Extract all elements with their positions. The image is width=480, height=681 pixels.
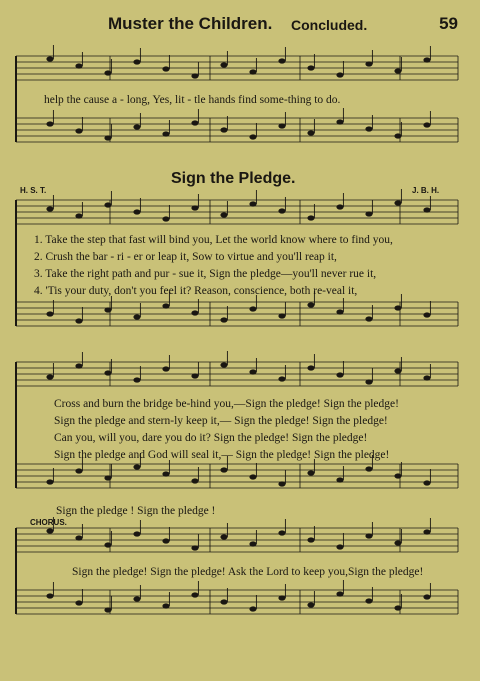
note-head [394,368,401,373]
note-head [249,69,256,74]
note-head [249,134,256,139]
note-head [220,212,227,217]
composer-credit: J. B. H. [412,186,440,195]
note-head [191,120,198,125]
note-head [46,121,53,126]
note-head [336,477,343,482]
note-head [423,480,430,485]
note-head [162,471,169,476]
note-head [133,377,140,382]
chorus-lyric: Sign the pledge! Sign the pledge! Ask the Lord to keep you,Sign the pledge! [72,566,424,578]
note-head [278,376,285,381]
note-head [307,470,314,475]
note-head [336,204,343,209]
note-head [307,602,314,607]
note-head [191,478,198,483]
note-head [133,314,140,319]
note-head [133,209,140,214]
note-head [278,58,285,63]
note-head [423,375,430,380]
note-head [46,528,53,533]
note-head [220,467,227,472]
note-head [162,303,169,308]
note-head [75,213,82,218]
note-head [162,366,169,371]
note-head [278,123,285,128]
note-head [191,545,198,550]
note-head [133,59,140,64]
note-head [278,481,285,486]
note-head [104,70,111,75]
note-head [75,468,82,473]
note-head [46,206,53,211]
verse-line: 3. Take the right path and pur - sue it, Sign the pledge—you'll never rue it, [34,268,377,280]
note-head [423,57,430,62]
note-head [307,302,314,307]
note-head [220,62,227,67]
note-head [46,374,53,379]
note-head [336,372,343,377]
note-head [249,606,256,611]
note-head [365,126,372,131]
note-head [249,474,256,479]
chorus-label: CHORUS. [30,518,67,527]
note-head [46,479,53,484]
note-head [307,215,314,220]
prev-song-lyric: help the cause a - long, Yes, lit - tle hands find some-thing to do. [44,94,341,106]
note-head [423,122,430,127]
note-head [336,72,343,77]
note-head [220,599,227,604]
song-title: Sign the Pledge. [171,170,296,187]
note-head [133,531,140,536]
note-head [75,363,82,368]
note-head [191,310,198,315]
verse-line: Sign the pledge and God will seal it,— Sign the pledge! Sign the pledge! [54,449,390,461]
note-head [104,607,111,612]
verse-line: Sign the pledge and stern-ly keep it,— Sign the pledge! Sign the pledge! [54,415,388,427]
note-head [46,311,53,316]
note-head [220,317,227,322]
note-head [336,544,343,549]
note-head [423,529,430,534]
note-head [162,538,169,543]
note-head [365,211,372,216]
note-head [394,605,401,610]
note-head [75,318,82,323]
note-head [104,202,111,207]
note-head [75,63,82,68]
note-head [46,593,53,598]
page-header-title: Muster the Children. [108,14,273,33]
lyricist-credit: H. S. T. [20,186,47,195]
verse-line: 2. Crush the bar - ri - er or leap it, Sow to virtue and you'll reap it, [34,251,337,263]
note-head [133,464,140,469]
note-head [394,540,401,545]
note-head [307,365,314,370]
note-head [104,370,111,375]
note-head [75,535,82,540]
note-head [104,475,111,480]
note-head [191,73,198,78]
verse-line: Cross and burn the bridge be-hind you,—Sign the pledge! Sign the pledge! [54,398,399,410]
note-head [307,537,314,542]
note-head [75,128,82,133]
note-head [423,312,430,317]
note-head [365,466,372,471]
note-head [394,133,401,138]
note-head [162,131,169,136]
note-head [423,594,430,599]
note-head [104,542,111,547]
note-head [162,216,169,221]
note-head [307,130,314,135]
page-header-subtitle: Concluded. [291,17,368,33]
note-head [278,208,285,213]
note-head [249,541,256,546]
note-head [191,592,198,597]
note-head [133,596,140,601]
note-head [307,65,314,70]
note-head [336,309,343,314]
tenor-response-line: Sign the pledge ! Sign the pledge ! [56,505,216,517]
verse-line: Can you, will you, dare you do it? Sign the pledge! Sign the pledge! [54,432,368,444]
note-head [394,305,401,310]
note-head [365,61,372,66]
note-head [394,68,401,73]
note-head [394,200,401,205]
note-head [365,533,372,538]
note-head [162,603,169,608]
note-head [46,56,53,61]
note-head [249,369,256,374]
note-head [365,598,372,603]
note-head [220,534,227,539]
note-head [394,473,401,478]
note-head [104,307,111,312]
note-head [104,135,111,140]
note-head [75,600,82,605]
note-head [162,66,169,71]
verse-line: 1. Take the step that fast will bind you, Let the world know where to find you, [34,234,393,246]
verse-line: 4. 'Tis your duty, don't you feel it? Reason, conscience, both re-veal it, [34,285,358,297]
note-head [336,591,343,596]
note-head [278,530,285,535]
note-head [365,379,372,384]
note-head [249,201,256,206]
note-head [220,362,227,367]
note-head [191,205,198,210]
note-head [278,595,285,600]
note-head [278,313,285,318]
note-head [220,127,227,132]
page-number: 59 [439,14,458,33]
note-head [249,306,256,311]
note-head [133,124,140,129]
note-head [423,207,430,212]
note-head [365,316,372,321]
note-head [336,119,343,124]
note-head [191,373,198,378]
